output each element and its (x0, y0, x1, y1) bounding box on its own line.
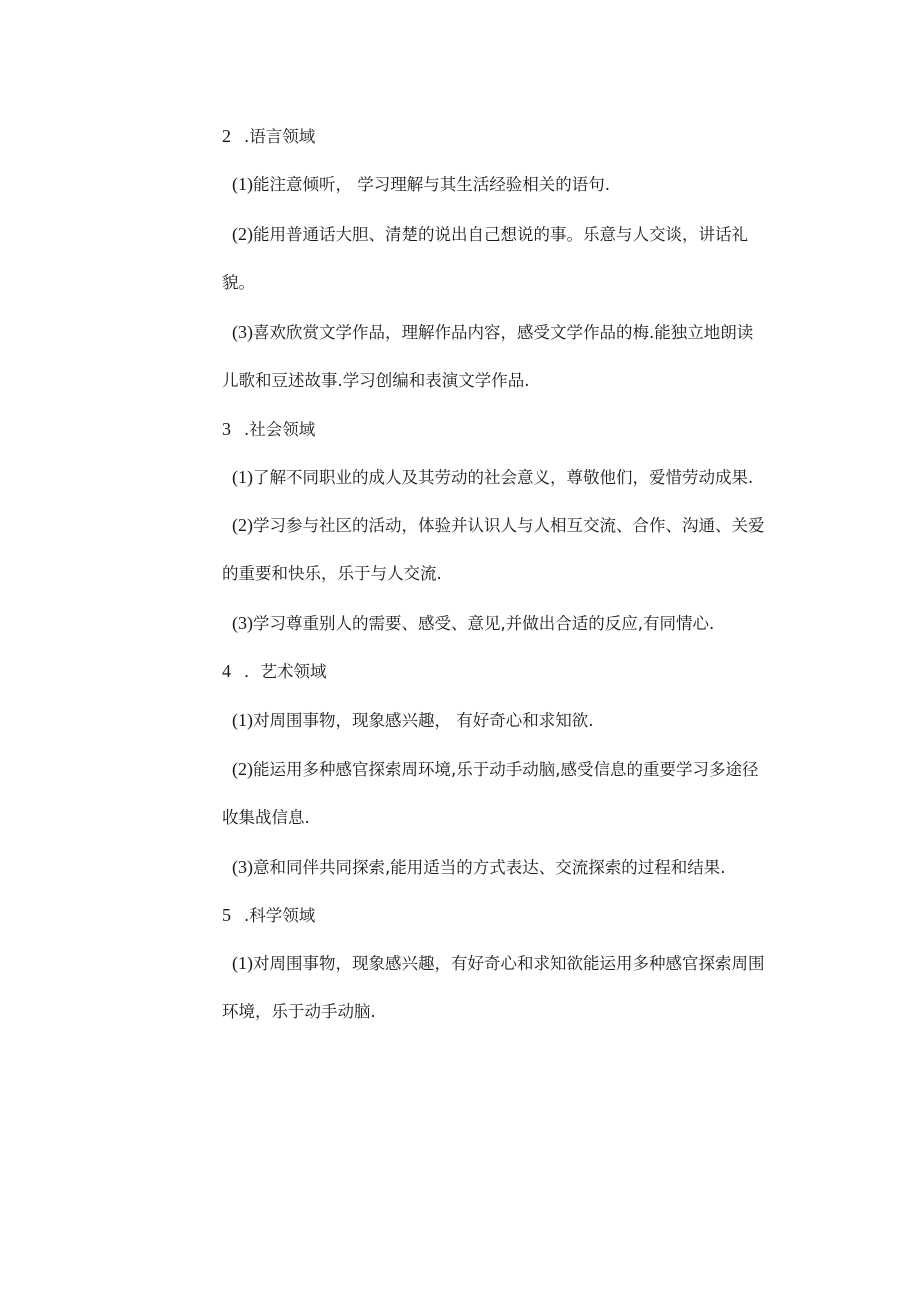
item-text: 对周围事物，现象感兴趣，有好奇心和求知欲能运用多种感官探索周围 (253, 954, 765, 973)
section-number: 3 (222, 419, 231, 439)
section-number: 5 (222, 905, 231, 925)
item-text: 了解不同职业的成人及其劳动的社会意义，尊敬他们，爱惜劳动成果. (253, 468, 754, 487)
item-marker: (3) (232, 857, 253, 877)
list-item (232, 857, 832, 878)
list-item (232, 953, 832, 974)
section-heading-art (222, 661, 822, 682)
section-title: ．艺术领域 (244, 662, 327, 681)
list-item (232, 174, 832, 195)
section-number: 4 (222, 661, 231, 681)
section-title: .科学领域 (244, 906, 316, 925)
list-item (232, 710, 832, 731)
item-text: 能注意倾听， 学习理解与其生活经验相关的语句. (253, 175, 610, 194)
list-item (232, 613, 832, 634)
item-marker: (2) (232, 759, 253, 779)
item-marker: (1) (232, 467, 253, 487)
item-text: 学习参与社区的活动，体验并认识人与人相互交流、合作、沟通、关爱 (253, 516, 765, 535)
item-marker: (3) (232, 322, 253, 342)
section-title: .社会领域 (244, 420, 316, 439)
list-item (232, 759, 832, 780)
item-text: 意和同伴共同探索,能用适当的方式表达、交流探索的过程和结果. (253, 858, 726, 877)
item-text: 喜欢欣赏文学作品，理解作品内容，感受文学作品的梅.能独立地朗读 (253, 323, 754, 342)
item-marker: (1) (232, 953, 253, 973)
section-title: .语言领域 (244, 127, 316, 146)
section-number: 2 (222, 126, 231, 146)
item-text-continuation: 收集战信息. (222, 808, 310, 827)
item-text-continuation: 貌。 (222, 273, 255, 292)
item-text: 对周围事物，现象感兴趣， 有好奇心和求知欲. (253, 711, 594, 730)
item-marker: (1) (232, 710, 253, 730)
item-text: 能运用多种感官探索周环境,乐于动手动脑,感受信息的重要学习多途径 (253, 760, 759, 779)
section-heading-science (222, 905, 822, 926)
section-heading-social (222, 419, 822, 440)
item-marker: (1) (232, 174, 253, 194)
list-item (232, 224, 832, 245)
item-text-continuation: 的重要和快乐，乐于与人交流. (222, 564, 442, 583)
section-heading-language (222, 126, 822, 147)
list-item (232, 515, 832, 536)
item-marker: (2) (232, 224, 253, 244)
item-marker: (3) (232, 613, 253, 633)
item-text-continuation: 儿歌和豆述故事.学习创编和表演文学作品. (222, 371, 530, 390)
list-item (232, 322, 832, 343)
item-text: 能用普通话大胆、清楚的说出自己想说的事。乐意与人交谈，讲话礼 (253, 225, 748, 244)
item-text-continuation: 环境，乐于动手动脑. (222, 1002, 376, 1021)
item-marker: (2) (232, 515, 253, 535)
list-item (232, 467, 832, 488)
item-text: 学习尊重别人的需要、感受、意见,并做出合适的反应,有同情心. (253, 614, 715, 633)
